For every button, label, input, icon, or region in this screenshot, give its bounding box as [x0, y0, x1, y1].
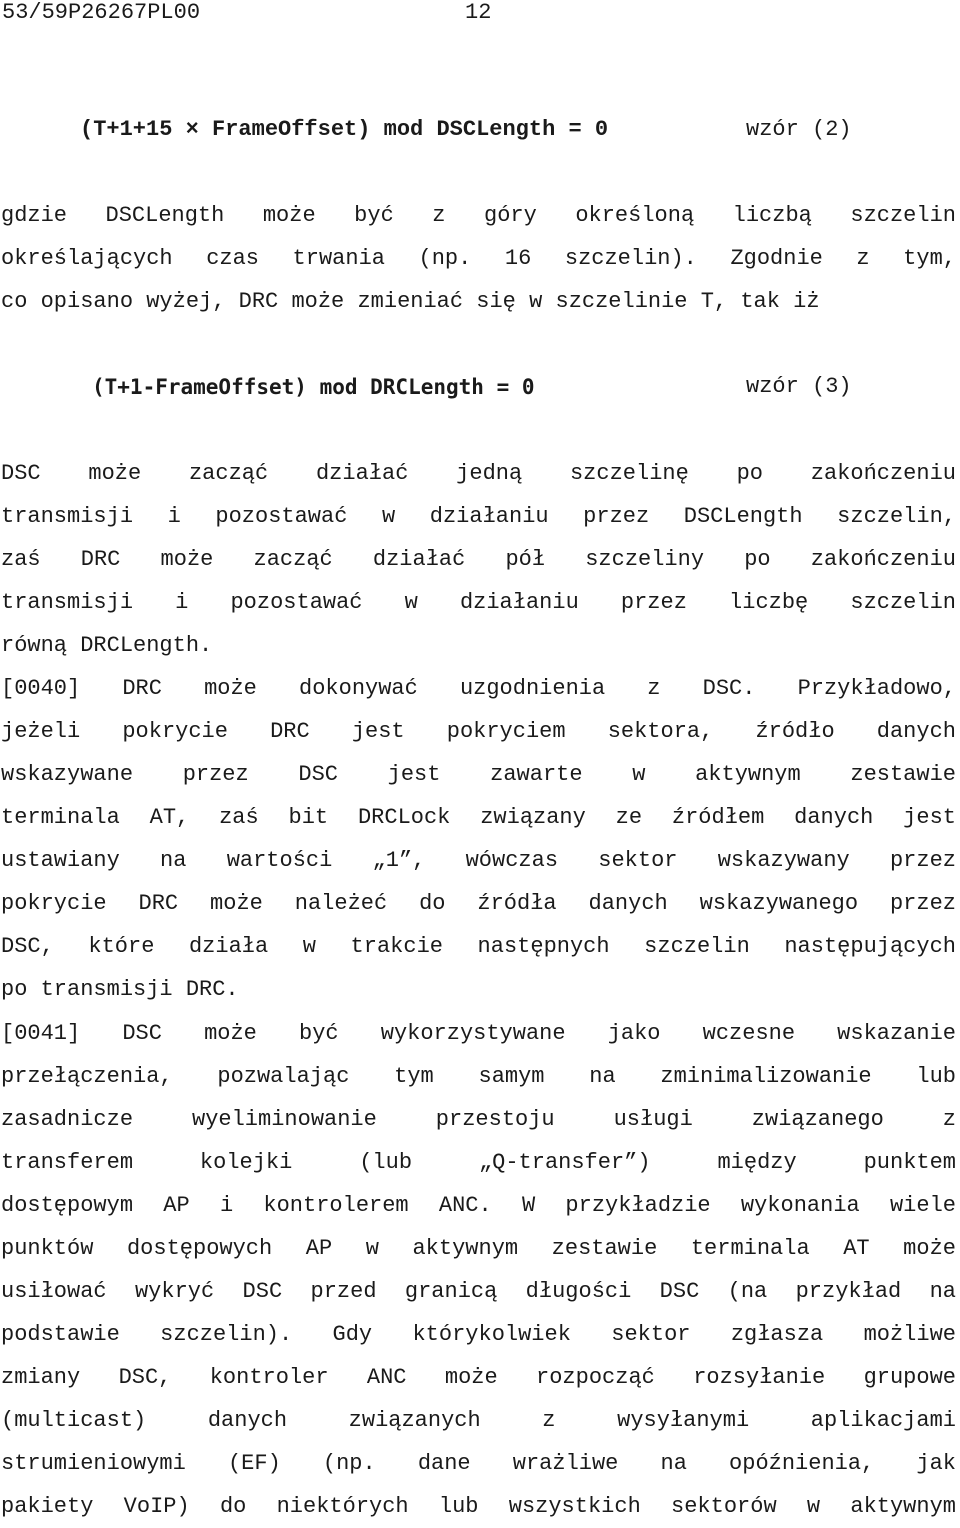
formula-2-expression: (T+1+15 × FrameOffset) mod DSCLength = 0 — [80, 117, 609, 142]
text-line: zmiany DSC, kontroler ANC może rozpocząć rozsyłanie grupowe — [1, 1365, 956, 1390]
text-line: transmisji i pozostawać w działaniu przez liczbę szczelin — [1, 590, 956, 615]
text-line: (multicast) danych związanych z wysyłanymi aplikacjami — [1, 1408, 956, 1433]
formula-3-label: wzór (3) — [746, 374, 852, 399]
text-line: wskazywane przez DSC jest zawarte w aktywnym zestawie — [1, 762, 956, 787]
text-line: DSC, które działa w trakcie następnych szczelin następujących — [1, 934, 956, 959]
text-line: terminala AT, zaś bit DRCLock związany ze źródłem danych jest — [1, 805, 956, 830]
text-line: strumieniowymi (EF) (np. dane wrażliwe na opóźnienia, jak — [1, 1451, 956, 1476]
text-line: gdzie DSCLength może być z góry określoną liczbą szczelin — [1, 203, 956, 228]
paragraph-0041 — [1, 1012, 956, 1528]
text-line: dostępowym AP i kontrolerem ANC. W przykładzie wykonania wiele — [1, 1193, 956, 1218]
text-line: [0041] DSC może być wykorzystywane jako wczesne wskazanie — [1, 1021, 956, 1046]
text-line: DSC może zacząć działać jedną szczelinę po zakończeniu — [1, 461, 956, 486]
text-line: punktów dostępowych AP w aktywnym zestawie terminala AT może — [1, 1236, 956, 1261]
text-line: co opisano wyżej, DRC może zmieniać się w szczelinie T, tak iż — [1, 289, 820, 314]
text-line: transferem kolejki (lub „Q-transfer”) między punktem — [1, 1150, 956, 1175]
text-line: równą DRCLength. — [1, 633, 213, 658]
formula-2 — [0, 115, 960, 145]
formula-2-label: wzór (2) — [746, 117, 852, 142]
text-line: usiłować wykryć DSC przed granicą długości DSC (na przykład na — [1, 1279, 956, 1304]
page-number: 12 — [465, 0, 492, 25]
text-line: zaś DRC może zacząć działać pół szczeliny po zakończeniu — [1, 547, 956, 572]
paragraph-1 — [1, 194, 956, 323]
paragraph-0040 — [1, 667, 956, 1011]
text-line: określających czas trwania (np. 16 szczelin). Zgodnie z tym, — [1, 246, 956, 271]
page-header — [0, 0, 960, 26]
text-line: po transmisji DRC. — [1, 977, 239, 1002]
document-id: 53/59P26267PL00 — [2, 0, 201, 25]
text-line: transmisji i pozostawać w działaniu przez DSCLength szczelin, — [1, 504, 956, 529]
formula-3-expression: (T+1-FrameOffset) mod DRCLength = 0 — [92, 375, 535, 399]
text-line: podstawie szczelin). Gdy którykolwiek sektor zgłasza możliwe — [1, 1322, 956, 1347]
text-line: ustawiany na wartości „1”, wówczas sektor wskazywany przez — [1, 848, 956, 873]
paragraph-2 — [1, 452, 956, 667]
text-line: jeżeli pokrycie DRC jest pokryciem sektora, źródło danych — [1, 719, 956, 744]
text-line: zasadnicze wyeliminowanie przestoju usługi związanego z — [1, 1107, 956, 1132]
text-line: pakiety VoIP) do niektórych lub wszystkich sektorów w aktywnym — [1, 1494, 956, 1519]
text-line: [0040] DRC może dokonywać uzgodnienia z DSC. Przykładowo, — [1, 676, 956, 701]
text-line: pokrycie DRC może należeć do źródła danych wskazywanego przez — [1, 891, 956, 916]
text-line: przełączenia, pozwalając tym samym na zminimalizowanie lub — [1, 1064, 956, 1089]
formula-3 — [0, 372, 960, 402]
